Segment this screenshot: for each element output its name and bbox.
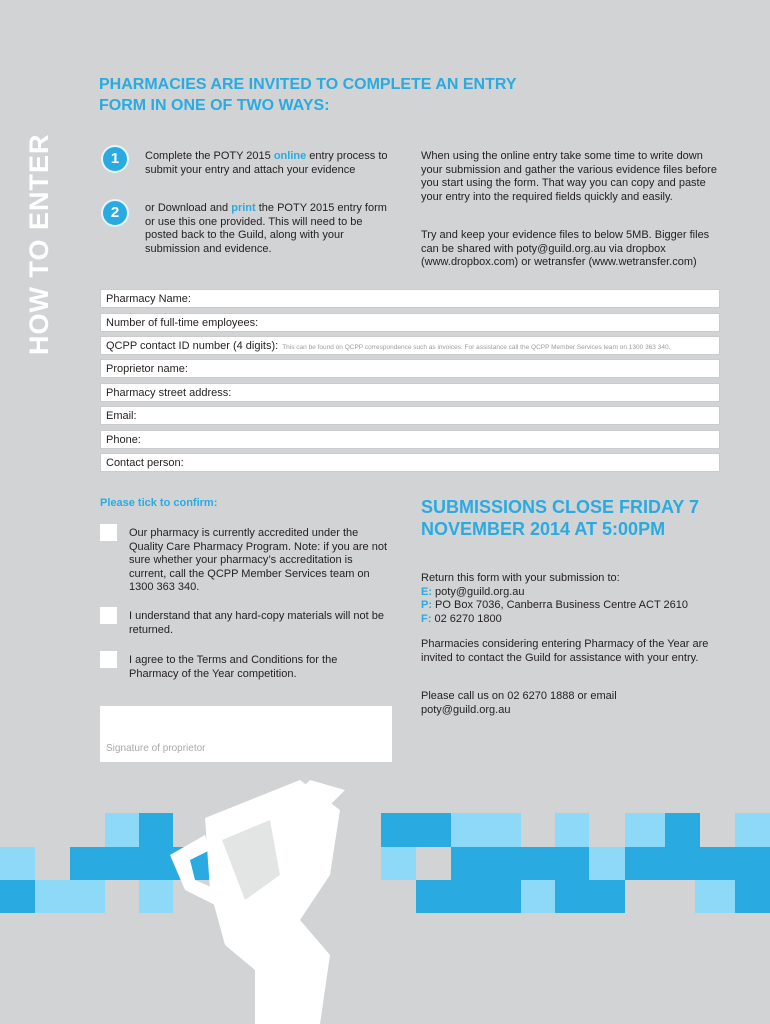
contact-email: E: poty@guild.org.au: [421, 585, 525, 598]
qcpp-id-field[interactable]: [100, 336, 720, 355]
how-to-enter-title: HOW TO ENTER: [24, 133, 54, 355]
email-label: Email:: [106, 410, 137, 422]
employees-label: Number of full-time employees:: [106, 317, 259, 329]
accreditation-text: Our pharmacy is currently accredited under the Quality Care Pharmacy Program. Note: if you are not sure whether your pharmacy’s accreditation is current, call the QCPP Member Services team on 1300 363 340.: [129, 527, 387, 593]
online-entry-tip: When using the online entry take some time to write down your submission and gather the various evidence files before you start using the form. That way you can copy and paste your entry into the required fields quickly and easily.: [421, 150, 717, 203]
online-entry-link[interactable]: online: [273, 150, 307, 162]
phone-label: Phone:: [106, 434, 141, 446]
qcpp-id-label: QCPP contact ID number (4 digits):: [106, 340, 279, 352]
proprietor-name-label: Proprietor name:: [106, 363, 188, 375]
email-field[interactable]: [100, 406, 720, 425]
pharmacy-name-label: Pharmacy Name:: [106, 293, 191, 305]
employees-field[interactable]: [100, 313, 720, 332]
submissions-close-title: SUBMISSIONS CLOSE FRIDAY 7 NOVEMBER 2014 AT 5:00PM: [421, 497, 700, 539]
terms-text: I agree to the Terms and Conditions for the Pharmacy of the Year competition.: [129, 654, 338, 680]
proprietor-name-field[interactable]: [100, 359, 720, 378]
return-text: Return this form with your submission to:: [421, 572, 620, 584]
page-heading: PHARMACIES ARE INVITED TO COMPLETE AN ENTRY FORM IN ONE OF TWO WAYS:: [99, 76, 517, 114]
step-1-text: Complete the POTY 2015 online entry process to submit your entry and attach your evidence: [145, 150, 388, 176]
qcpp-hint: This can be found on QCPP correspondence such as invoices. For assistance call the QCPP Member Services team on 1300 363 340.: [282, 344, 671, 351]
call-us-text: Please call us on 02 6270 1888 or email poty@guild.org.au: [421, 690, 617, 716]
return-instructions: [421, 572, 721, 626]
assistance-text: Pharmacies considering entering Pharmacy of the Year are invited to contact the Guild for assistance with your entry.: [421, 638, 709, 664]
terms-checkbox[interactable]: [100, 651, 117, 668]
print-entry-link[interactable]: print: [231, 202, 256, 214]
pharmacy-name-field[interactable]: [100, 289, 720, 308]
street-address-label: Pharmacy street address:: [106, 387, 232, 399]
confirm-title: Please tick to confirm:: [100, 497, 218, 509]
step-1-badge: 1: [103, 147, 127, 171]
signature-box[interactable]: [100, 706, 392, 762]
file-size-tip: Try and keep your evidence files to below 5MB. Bigger files can be shared with poty@guild.org.au via dropbox (www.dropbox.com) or wetransfer (www.wetransfer.com): [421, 229, 710, 268]
trophy-pixel-artwork: [0, 780, 770, 1024]
contact-post: P: PO Box 7036, Canberra Business Centre ACT 2610: [421, 599, 688, 611]
contact-fax: F: 02 6270 1800: [421, 612, 502, 625]
hardcopy-text: I understand that any hard-copy materials will not be returned.: [129, 610, 384, 636]
contact-person-field[interactable]: [100, 453, 720, 472]
hardcopy-checkbox[interactable]: [100, 607, 117, 624]
accreditation-checkbox[interactable]: [100, 524, 117, 541]
step-2-text: or Download and print the POTY 2015 entry form or use this one provided. This will need to be posted back to the Guild, along with your submission and evidence.: [145, 202, 387, 255]
step-2-badge: 2: [103, 201, 127, 225]
contact-person-label: Contact person:: [106, 457, 184, 469]
signature-label: Signature of proprietor: [106, 743, 206, 754]
phone-field[interactable]: [100, 430, 720, 449]
street-address-field[interactable]: [100, 383, 720, 402]
